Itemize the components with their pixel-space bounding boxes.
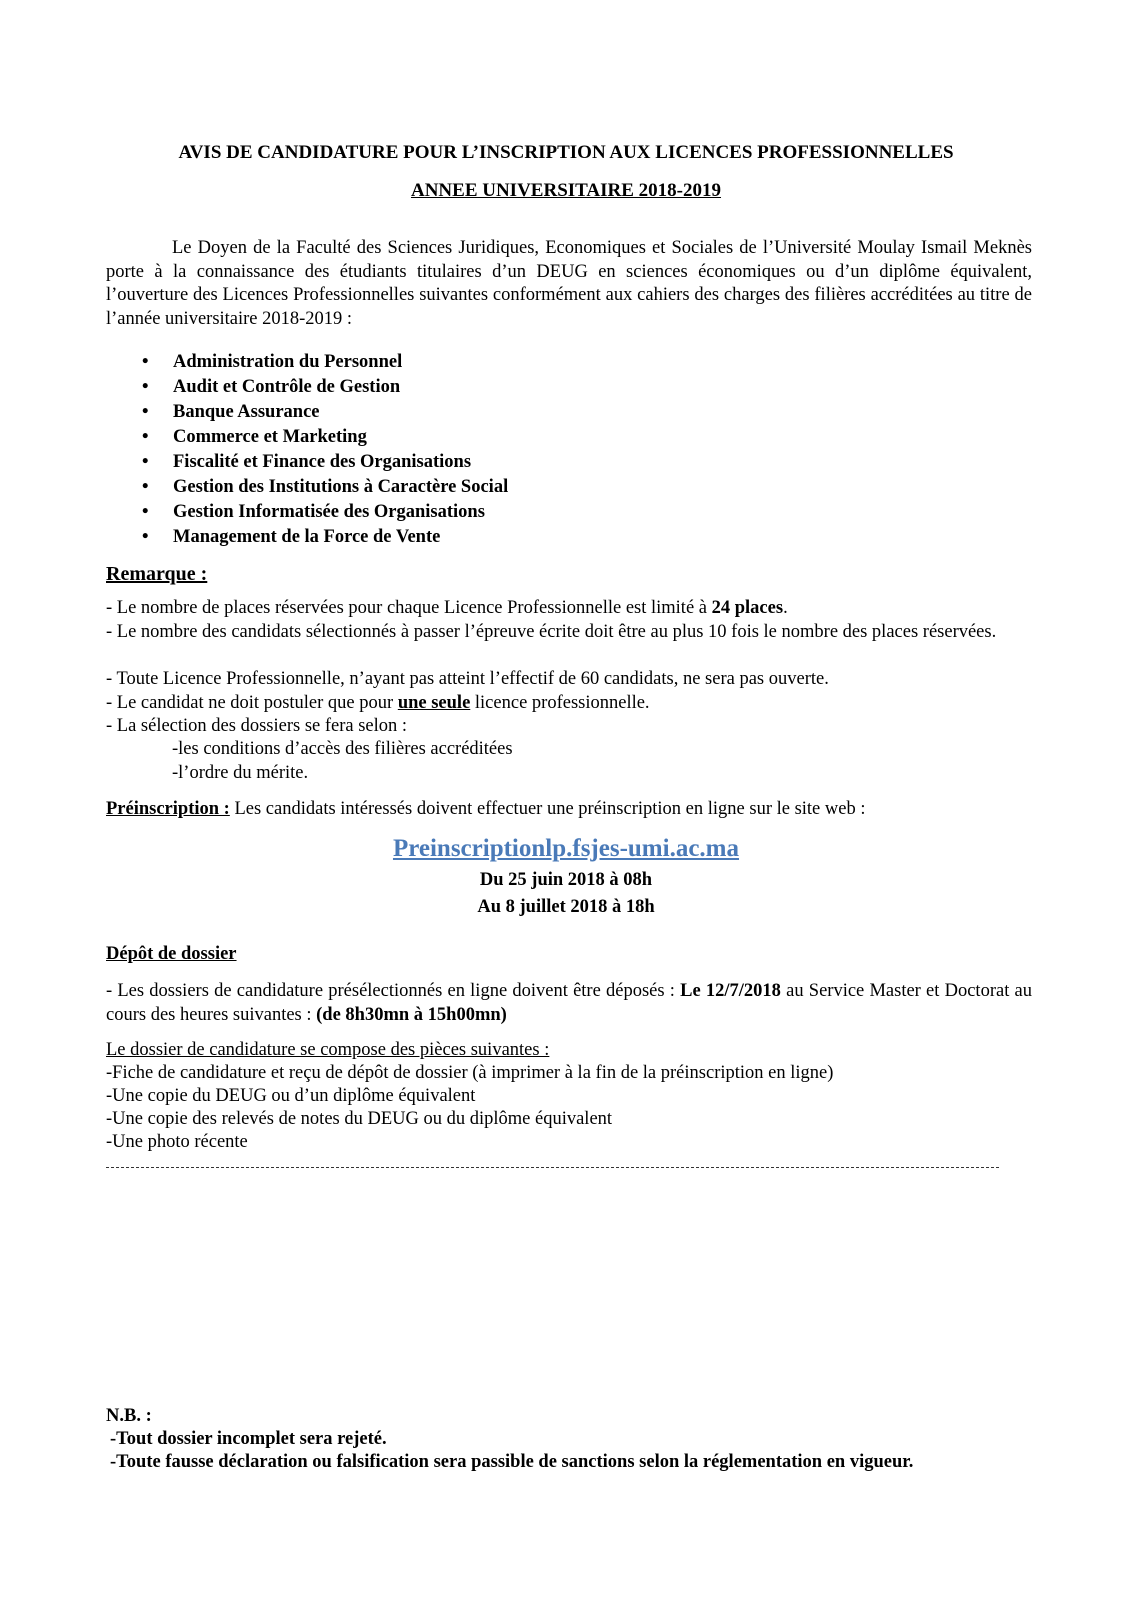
filieres-list [106, 350, 508, 550]
bullet-icon: • [142, 452, 149, 472]
nb-item: -Tout dossier incomplet sera rejeté. [110, 1429, 387, 1449]
academic-year-title [0, 179, 1132, 203]
list-item [106, 500, 508, 525]
depot-date: Le 12/7/2018 [680, 981, 781, 1001]
nb-item: -Toute fausse déclaration ou falsification sera passible de sanctions selon la réglementation en vigueur. [110, 1452, 914, 1472]
bullet-icon: • [142, 352, 149, 372]
preinscription-label: Préinscription : [106, 799, 230, 819]
date-start: Du 25 juin 2018 à 08h [479, 870, 653, 890]
list-item [106, 375, 508, 400]
date-end: Au 8 juillet 2018 à 18h [477, 897, 655, 917]
selection-criterion-access: -les conditions d’accès des filières accréditées [172, 739, 513, 759]
remarque-text: licence professionnelle. [470, 693, 650, 713]
document-title: AVIS DE CANDIDATURE POUR L’INSCRIPTION AUX LICENCES PROFESSIONNELLES [178, 142, 954, 163]
preinscription-website-link[interactable]: Preinscriptionlp.fsjes-umi.ac.ma [392, 835, 740, 862]
list-item [106, 425, 508, 450]
list-item [106, 350, 508, 375]
une-seule-emphasis: une seule [397, 693, 471, 713]
depot-text: au Service Master et Doctorat au cours des heures suivantes : [106, 981, 1033, 1025]
list-item [106, 400, 508, 425]
remarque-text: . [783, 598, 788, 618]
depot-text: - Les dossiers de candidature présélectionnés en ligne doivent être déposés : [106, 981, 681, 1001]
depot-heading: Dépôt de dossier [106, 944, 237, 964]
piece-item: -Une photo récente [106, 1132, 248, 1152]
bullet-icon: • [142, 427, 149, 447]
pieces-heading: Le dossier de candidature se compose des pièces suivantes : [106, 1040, 550, 1060]
filiere-label: Gestion des Institutions à Caractère Social [173, 477, 509, 497]
filiere-label: Banque Assurance [173, 402, 320, 422]
remarque-line-candidats: - Le nombre des candidats sélectionnés à passer l’épreuve écrite doit être au plus 10 fois le nombre des places réservées. [106, 622, 997, 642]
bullet-icon: • [142, 377, 149, 397]
filiere-label: Audit et Contrôle de Gestion [173, 377, 401, 397]
filiere-label: Fiscalité et Finance des Organisations [173, 452, 472, 472]
depot-paragraph [106, 980, 1032, 1027]
nb-heading: N.B. : [106, 1406, 152, 1426]
preinscription-line [106, 798, 865, 822]
remarque-text: - Le candidat ne doit postuler que pour [106, 693, 398, 713]
list-item [106, 475, 508, 500]
intro-paragraph: Le Doyen de la Faculté des Sciences Juridiques, Economiques et Sociales de l’Université Moulay Ismail Meknès porte à la connaissance des étudiants titulaires d’un DEUG en sciences économiques ou d’un diplôme équivalent, l’ouverture des Licences Professionnelles suivantes conformément aux cahiers des charges des filières accréditées au titre de l’année universitaire 2018-2019 : [106, 238, 1032, 329]
bullet-icon: • [142, 477, 149, 497]
list-item [106, 525, 508, 550]
filiere-label: Gestion Informatisée des Organisations [173, 502, 485, 522]
academic-year-text: ANNEE UNIVERSITAIRE 2018-2019 [410, 180, 722, 201]
preinscription-text: Les candidats intéressés doivent effectuer une préinscription en ligne sur le site web : [229, 799, 866, 819]
piece-item: -Une copie du DEUG ou d’un diplôme équivalent [106, 1086, 476, 1106]
piece-item: -Une copie des relevés de notes du DEUG ou du diplôme équivalent [106, 1109, 613, 1129]
remarque-heading: Remarque : [106, 563, 208, 585]
filiere-label: Administration du Personnel [173, 352, 403, 372]
remarque-line-places [106, 597, 788, 621]
remarque-line-effectif: - Toute Licence Professionnelle, n’ayant pas atteint l’effectif de 60 candidats, ne sera pas ouverte. [106, 669, 829, 689]
remarque-line-selection: - La sélection des dossiers se fera selon : [106, 716, 408, 736]
bullet-icon: • [142, 527, 149, 547]
filiere-label: Management de la Force de Vente [173, 527, 441, 547]
selection-criterion-merit: -l’ordre du mérite. [172, 763, 309, 783]
places-count: 24 places [711, 598, 784, 618]
piece-item: -Fiche de candidature et reçu de dépôt de dossier (à imprimer à la fin de la préinscription en ligne) [106, 1063, 834, 1083]
remarque-line-seule [106, 692, 650, 716]
filiere-label: Commerce et Marketing [173, 427, 367, 447]
bullet-icon: • [142, 502, 149, 522]
dashed-divider [106, 1167, 999, 1168]
remarque-text: - Le nombre de places réservées pour chaque Licence Professionnelle est limité à [106, 598, 712, 618]
list-item [106, 450, 508, 475]
bullet-icon: • [142, 402, 149, 422]
depot-hours: (de 8h30mn à 15h00mn) [316, 1004, 507, 1025]
